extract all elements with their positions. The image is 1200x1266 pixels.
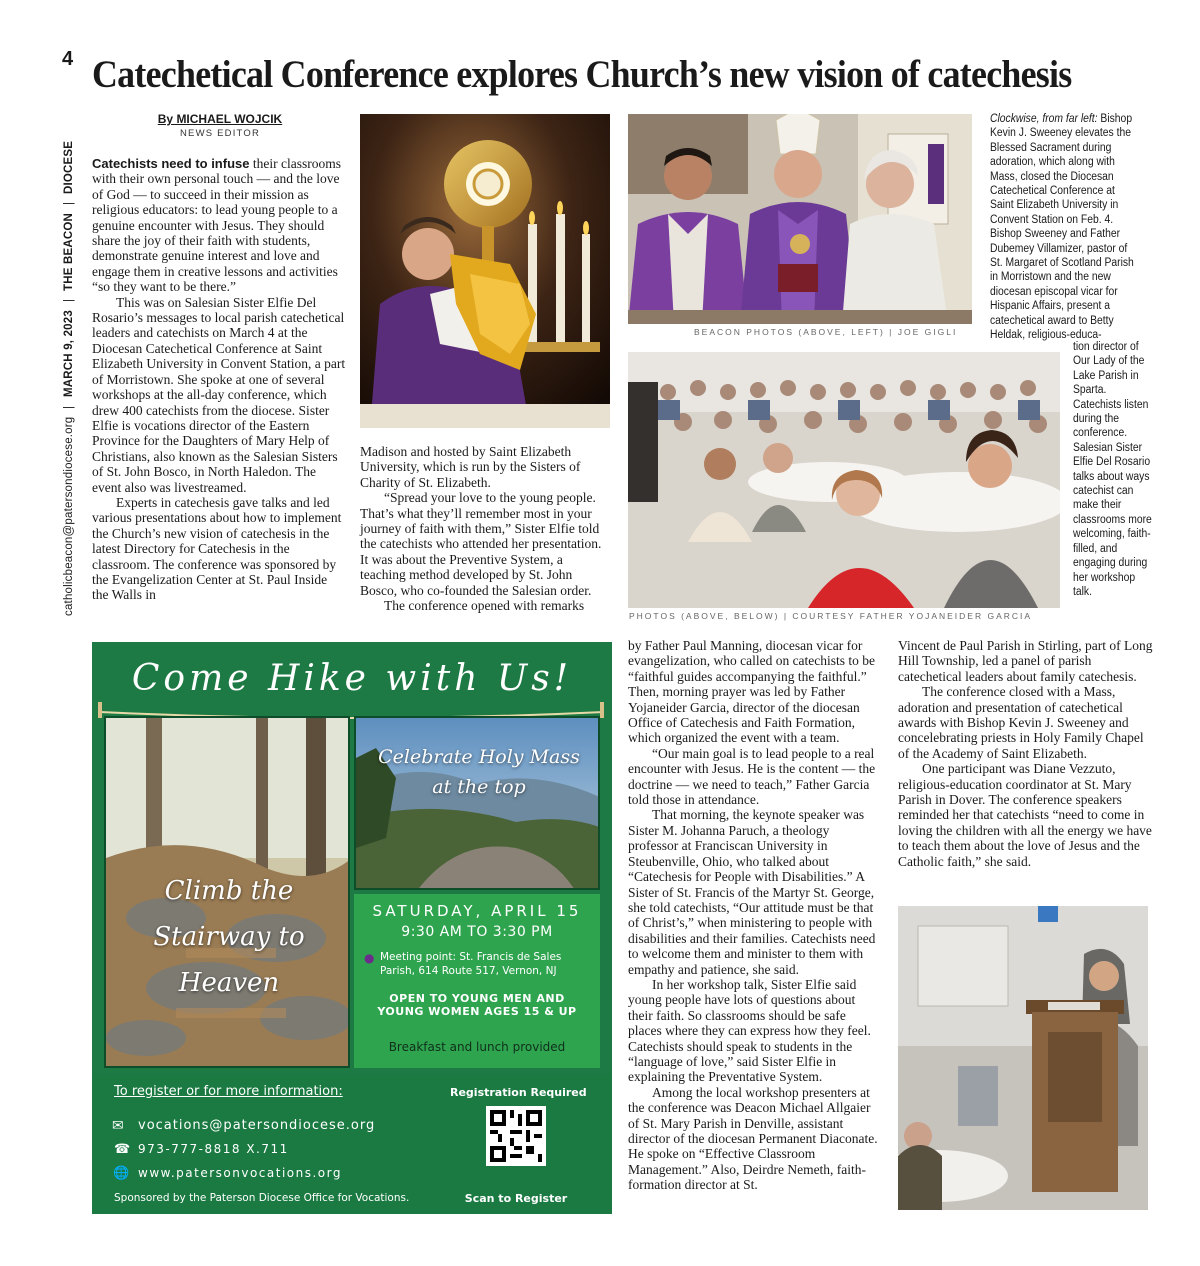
photo-catechetical-award [628,114,972,324]
ad-register-heading: To register or for more information: [114,1084,343,1099]
ad-eligibility: OPEN TO YOUNG MEN AND YOUNG WOMEN AGES 15 & UP [377,992,577,1018]
ad-scan-label: Scan to Register [464,1192,568,1205]
paragraph: “Spread your love to the young people. That’s what they’ll remember most in your journey of faith with them,” Sister Elfie told the catechists who attended her presentation. It was about the Preventive System, a teaching method developed by St. John Bosco, who co-founded the Salesian order. [360,490,602,598]
paragraph: One participant was Diane Vezzuto, religious-education coordinator at St. Mary Parish in Dover. The conference speakers reminded her that catechists “need to come in loving the children with all the energy we have to teach them about the love of Jesus and the Catholic faith,” she said. [898,761,1152,869]
byline-role: NEWS EDITOR [179,128,261,139]
rail-section: DIOCESE [63,140,75,195]
hike-advertisement [92,642,612,1214]
qr-code-icon[interactable] [486,1106,546,1166]
ad-event-details [354,894,600,1068]
page-number: 4 [62,48,74,70]
photo-credit-top: BEACON PHOTOS (ABOVE, LEFT) | JOE GIGLI [694,327,958,337]
ad-mass-text: Celebrate Holy Mass at the top [378,746,580,798]
paragraph: Catechists need to infuse their classrooms with their own personal touch — and the love of God — to succeed in their mission as religious educators: to lead young people to a genuine encounter with Jesus. They should share the joy of their faith with students, demonstrate genuine interest and love and engage them in creative lessons and activities “so they want to be there.” [92,156,341,295]
audience-illustration [628,352,1060,608]
paragraph: That morning, the keynote speaker was Sister M. Johanna Paruch, a theology professor at Franciscan University in Steubenville, Ohio, who talked about “Catechesis for People with Disabilities.” A Sister of St. Francis of the Martyr St. George, she told catechists, “Our attitude must be that of Christ’s,” when ministering to people with disabilities and their families. Catechists need to welcome them and minister to them with empathy and patience, she said. [628,807,876,977]
ad-email[interactable]: vocations@patersondiocese.org [138,1118,376,1133]
ad-meeting-point: Meeting point: St. Francis de Sales Parish, 614 Route 517, Vernon, NJ [380,951,562,977]
ad-registration-required: Registration Required [450,1086,587,1099]
photo-sister-elfie-podium [898,906,1148,1210]
paragraph: by Father Paul Manning, diocesan vicar for evangelization, who called on catechists to be “faithful guides accompanying the faithful.” Then, morning prayer was led by Father Yojaneider Garcia, director of the diocesan Office of Catechesis and Faith Formation, which organized the event with a team. [628,638,876,746]
article-column-3 [628,638,882,1193]
byline [150,112,290,139]
ad-climb-text: Climb the Stairway to Heaven [153,876,305,998]
rail-site: catholicbeacon@patersondiocese.org [63,416,75,616]
paragraph: In her workshop talk, Sister Elfie said young people have lots of questions about their faith. So classrooms should be safe places where they can express how they feel. Catechists should speak to students in the “language of love,” said Sister Elfie in explaining the Preventative System. [628,976,871,1085]
photo-caption: Clockwise, from far left: Bishop Kevin J. Sweeney elevates the Blessed Sacrament during adoration, which along with Mass, closed the Diocesan Catechetical Conference at Saint Elizabeth University in Convent Station on Feb. 4. Bishop Sweeney and Father Dubemey Villamizer, pastor of St. Margaret of Scotland Parish in Morristown and the new diocesan episcopal vicar for Hispanic Affairs, present a catechetical award to Betty Heldak, religious-educa- [990,113,1134,342]
photo-bishop-adoration [360,114,610,428]
lead-in: Catechists need to infuse [92,156,250,171]
podium-illustration [898,906,1148,1210]
adoration-illustration [360,114,610,428]
ad-title: Come Hike with Us! [131,658,573,699]
paragraph: Experts in catechesis gave talks and led various presentations about how to implement the Church’s new vision of catechesis in the latest Directory for Catechesis in the classroom. The conference was sponsored by the Evangelization Center at St. Paul Inside the Walls in [92,494,342,603]
award-illustration [628,114,972,324]
rail-text: catholicbeacon@patersondiocese.org | MARCH 9, 2023 | THE BEACON | DIOCESE [63,140,75,616]
photo-caption-continued: tion director of Our Lady of the Lake Parish in Sparta. Catechists listen during the conference. Salesian Sister Elfie Del Rosario talks about ways catechist can make their classrooms more welcoming, faith-filled, and engaging during her workshop talk. [1073,341,1152,598]
ad-website[interactable]: www.patersonvocations.org [138,1166,342,1180]
page-rail [56,86,82,616]
location-pin-icon: ● [364,951,375,965]
ad-registration [92,1074,612,1214]
byline-author: By MICHAEL WOJCIK [157,112,283,126]
article-column-4 [898,638,1154,869]
article-column-2 [360,444,610,613]
qr-code-pattern [490,1110,542,1162]
globe-icon: 🌐 [113,1166,130,1181]
paragraph: The conference closed with a Mass, adoration and presentation of catechetical awards with Bishop Kevin J. Sweeney and concelebrating priests in Holy Family Chapel of the Academy of Saint Elizabeth. [898,684,1144,761]
article-column-1 [92,156,346,603]
article-headline: Catechetical Conference explores Church’s new vision of catechesis [92,53,1072,96]
paragraph: The conference opened with remarks [384,598,585,614]
photo-catechists-listening [628,352,1060,608]
envelope-icon: ✉ [112,1118,124,1134]
paragraph: This was on Salesian Sister Elfie Del Rosario’s messages to local parish catechetical leaders and catechists on March 4 at the Diocesan Catechetical Conference at Saint Elizabeth University in Convent Station, a part of Morristown. She spoke at one of several workshops at the all-day conference, which drew 400 catechists from the diocese. Sister Elfie is vocations director of the Eastern Province for the Daughters of Mary Help of Christians, also known as the Salesian Sisters of St. John Bosco, in North Haledon. The event also was livestreamed. [92,294,346,495]
ad-photo-stairway [104,716,350,1068]
ad-time: 9:30 AM TO 3:30 PM [401,924,553,940]
ad-photo-mountain [354,716,600,890]
phone-icon: ☎ [114,1142,131,1157]
ad-date: SATURDAY, APRIL 15 [372,902,582,920]
ad-meals: Breakfast and lunch provided [388,1040,566,1054]
rail-date: MARCH 9, 2023 [63,310,75,398]
photo-credit-bottom: PHOTOS (ABOVE, BELOW) | COURTESY FATHER YOJANEIDER GARCIA [629,611,1033,621]
rail-paper: THE BEACON [63,213,75,292]
paragraph: Among the local workshop presenters at the conference was Deacon Michael Allgaier of St. Mary Parish in Denville, assistant director of the diocesan Permanent Diaconate. He spoke on “Effective Classroom Management.” Also, Deirdre Nemeth, faith-formation director at St. [628,1084,878,1193]
ad-sponsor: Sponsored by the Paterson Diocese Office for Vocations. [114,1192,410,1204]
caption-lead: Clockwise, from far left: [990,113,1098,125]
paragraph: “Our main goal is to lead people to a real encounter with Jesus. He is the content — the doctrine — we need to teach,” Father Garcia told those in attendance. [628,745,876,808]
ad-phone[interactable]: 973-777-8818 X.711 [138,1142,289,1156]
paragraph: Madison and hosted by Saint Elizabeth University, which is run by the Sisters of Charity of St. Elizabeth. [360,444,581,490]
paragraph: Vincent de Paul Parish in Stirling, part of Long Hill Township, led a panel of parish catechetical leaders about family catechesis. [898,638,1153,684]
